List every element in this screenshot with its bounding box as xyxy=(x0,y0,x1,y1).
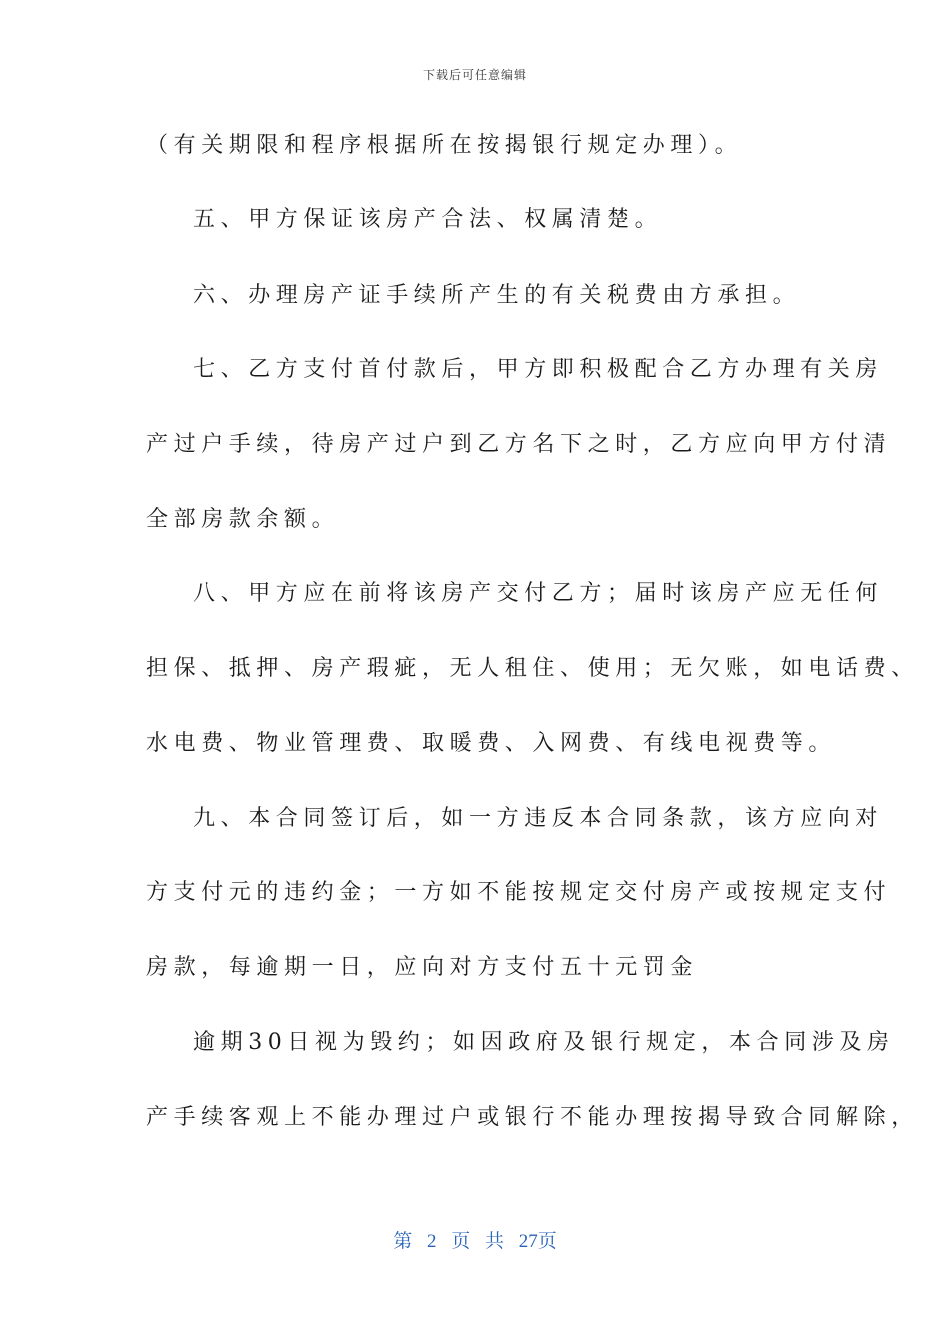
footer-total-pages: 27页 xyxy=(518,1231,557,1252)
body-line: 七、乙方支付首付款后，甲方即积极配合乙方办理有关房 xyxy=(193,357,884,382)
footer-di: 第 xyxy=(393,1231,413,1252)
body-line: 五、甲方保证该房产合法、权属清楚。 xyxy=(193,207,663,232)
footer-page-number: 2 xyxy=(426,1231,437,1252)
body-line: 方支付元的违约金；一方如不能按规定交付房产或按规定支付 xyxy=(146,880,892,905)
body-line: 担保、抵押、房产瑕疵，无人租住、使用；无欠账，如电话费、 xyxy=(146,656,919,681)
body-line: 六、办理房产证手续所产生的有关税费由方承担。 xyxy=(193,283,801,308)
body-line: 九、本合同签订后，如一方违反本合同条款，该方应向对 xyxy=(193,806,884,831)
page-header-note: 下载后可任意编辑 xyxy=(422,68,527,82)
footer-gong: 共 xyxy=(485,1231,505,1252)
body-line: 产过户手续，待房产过户到乙方名下之时，乙方应向甲方付清 xyxy=(146,432,892,457)
body-line: 产手续客观上不能办理过户或银行不能办理按揭导致合同解除， xyxy=(146,1105,919,1130)
body-line: 房款，每逾期一日，应向对方支付五十元罚金 xyxy=(146,955,699,980)
body-line: 水电费、物业管理费、取暖费、入网费、有线电视费等。 xyxy=(146,731,837,756)
footer-ye: 页 xyxy=(451,1231,471,1252)
page-footer xyxy=(0,1226,950,1253)
body-line: 逾期30日视为毁约；如因政府及银行规定，本合同涉及房 xyxy=(193,1030,895,1055)
body-line: （有关期限和程序根据所在按揭银行规定办理）。 xyxy=(146,133,743,158)
body-line: 全部房款余额。 xyxy=(146,507,340,532)
body-line: 八、甲方应在前将该房产交付乙方；届时该房产应无任何 xyxy=(193,581,884,606)
